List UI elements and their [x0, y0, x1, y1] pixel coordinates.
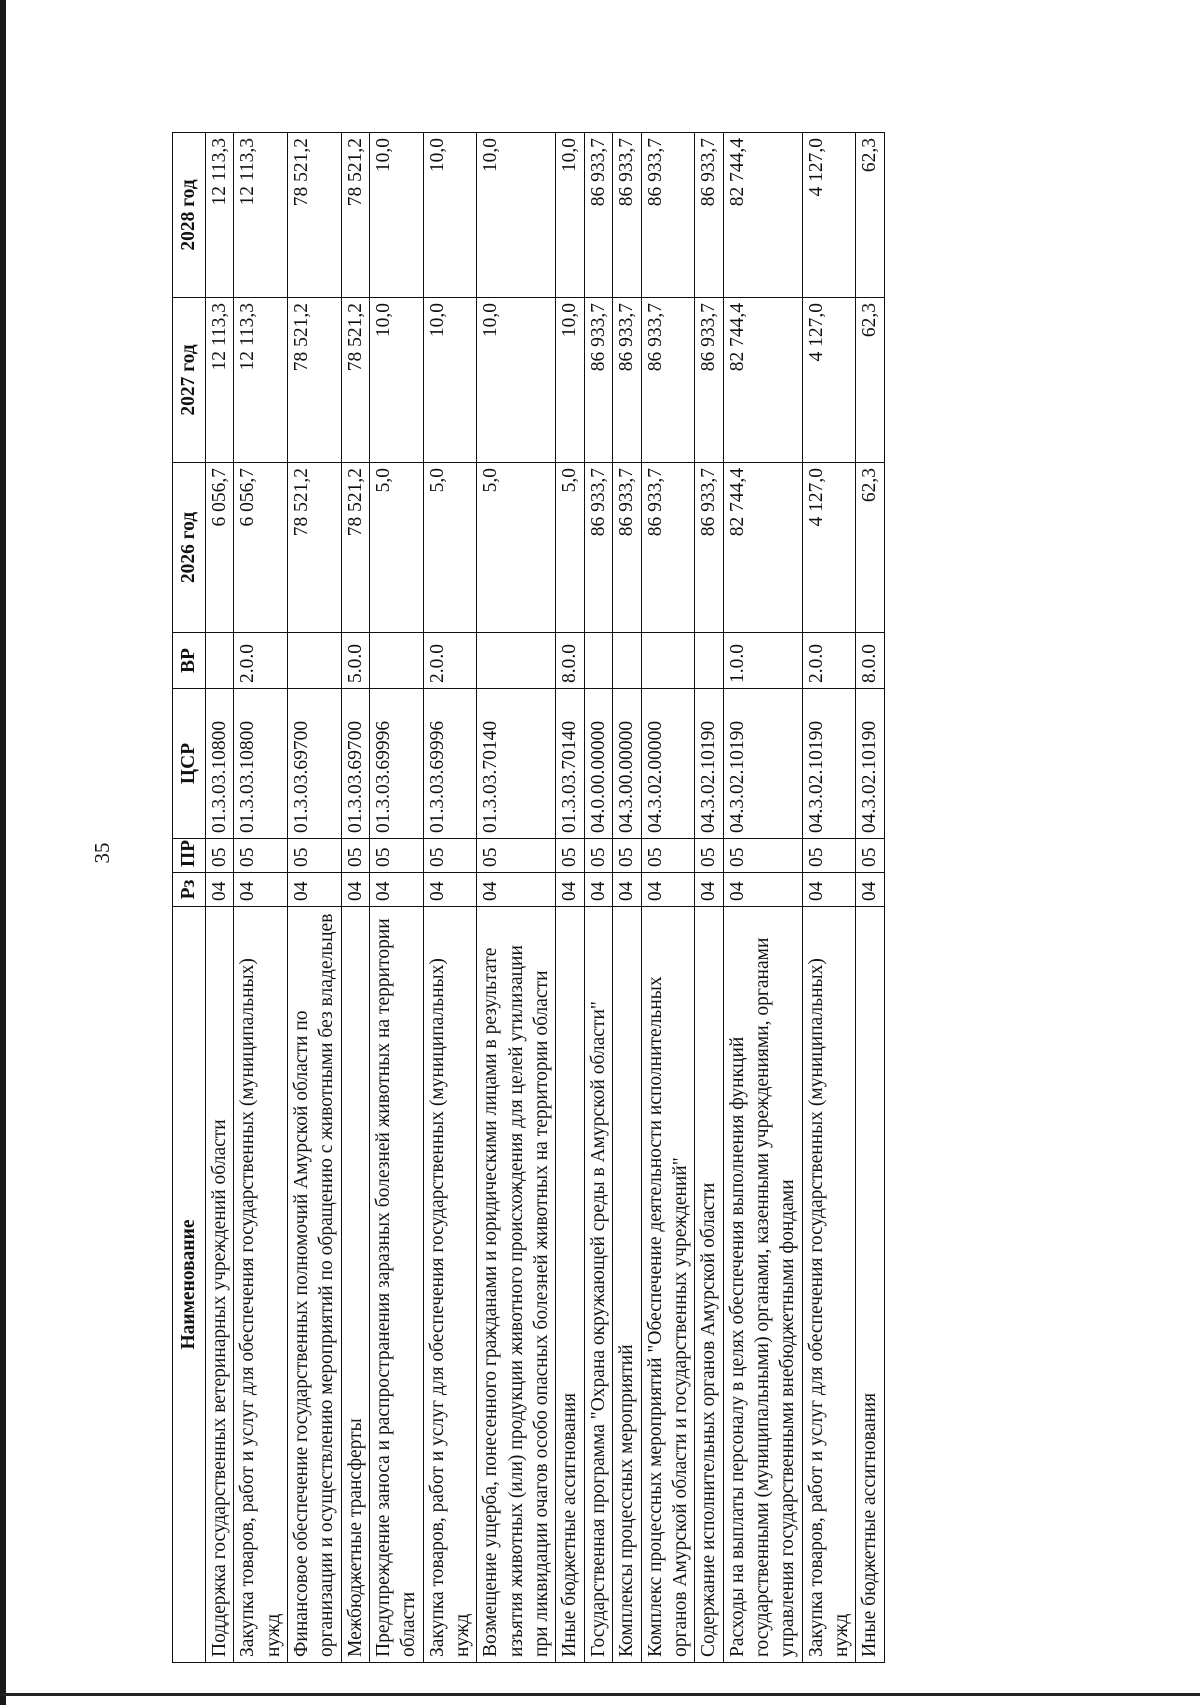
cell-vr [206, 633, 234, 689]
table-row [856, 133, 884, 1663]
cell-2026: 86 933,7 [641, 463, 695, 633]
cell-2028: 86 933,7 [613, 133, 641, 298]
cell-rz: 04 [802, 873, 856, 907]
cell-2026: 86 933,7 [613, 463, 641, 633]
cell-2027: 10,0 [370, 298, 424, 463]
table-row [423, 133, 477, 1663]
scan-edge-bottom [0, 1693, 1200, 1696]
cell-vr: 8.0.0 [556, 633, 584, 689]
cell-csr: 04.3.02.10190 [695, 689, 723, 839]
cell-vr: 5.0.0 [341, 633, 369, 689]
header-2026: 2026 год [173, 463, 206, 633]
cell-2027: 10,0 [477, 298, 556, 463]
cell-rz: 04 [641, 873, 695, 907]
cell-2028: 86 933,7 [641, 133, 695, 298]
page-number: 35 [90, 842, 114, 864]
cell-name: Предупреждение заноса и распространения заразных болезней животных на территории области [370, 907, 424, 1663]
cell-2027: 78 521,2 [288, 298, 342, 463]
cell-pr: 05 [370, 839, 424, 873]
header-row [173, 133, 206, 1663]
cell-rz: 04 [341, 873, 369, 907]
header-rz: Рз [173, 873, 206, 907]
cell-2028: 10,0 [477, 133, 556, 298]
cell-pr: 05 [613, 839, 641, 873]
table-row [723, 133, 802, 1663]
cell-rz: 04 [856, 873, 884, 907]
cell-csr: 04.3.02.00000 [641, 689, 695, 839]
cell-2026: 4 127,0 [802, 463, 856, 633]
cell-vr [613, 633, 641, 689]
table-row [802, 133, 856, 1663]
cell-pr: 05 [802, 839, 856, 873]
cell-pr: 05 [584, 839, 612, 873]
cell-2027: 86 933,7 [584, 298, 612, 463]
cell-vr [288, 633, 342, 689]
cell-vr: 2.0.0 [423, 633, 477, 689]
cell-2028: 86 933,7 [584, 133, 612, 298]
cell-pr: 05 [695, 839, 723, 873]
cell-rz: 04 [556, 873, 584, 907]
cell-csr: 04.0.00.00000 [584, 689, 612, 839]
cell-name: Финансовое обеспечение государственных полномочий Амурской области по организации и осуществлению мероприятий по обращению с животными без владельцев [288, 907, 342, 1663]
cell-name: Закупка товаров, работ и услуг для обеспечения государственных (муниципальных) нужд [423, 907, 477, 1663]
cell-name: Иные бюджетные ассигнования [856, 907, 884, 1663]
cell-csr: 04.3.00.00000 [613, 689, 641, 839]
cell-rz: 04 [723, 873, 802, 907]
cell-vr [370, 633, 424, 689]
cell-2028: 12 113,3 [206, 133, 234, 298]
cell-name: Закупка товаров, работ и услуг для обеспечения государственных (муниципальных) нужд [802, 907, 856, 1663]
cell-name: Расходы на выплаты персоналу в целях обеспечения выполнения функций государственными (муниципальными) органами, казенными учреждениями, органами управления государственными внебюджетными фондами [723, 907, 802, 1663]
header-vr: ВР [173, 633, 206, 689]
cell-pr: 05 [641, 839, 695, 873]
cell-2026: 5,0 [556, 463, 584, 633]
cell-2026: 86 933,7 [584, 463, 612, 633]
cell-2027: 82 744,4 [723, 298, 802, 463]
table-row [370, 133, 424, 1663]
scan-edge-left [0, 0, 6, 1705]
cell-name: Возмещение ущерба, понесенного гражданами и юридическими лицами в результате изъятия животных (или) продукции животного происхождения для целей утилизации при ликвидации очагов особо опасных болезней животных на территории области [477, 907, 556, 1663]
cell-vr [477, 633, 556, 689]
cell-name: Межбюджетные трансферты [341, 907, 369, 1663]
table-row [641, 133, 695, 1663]
cell-2026: 62,3 [856, 463, 884, 633]
cell-2026: 82 744,4 [723, 463, 802, 633]
cell-2027: 12 113,3 [206, 298, 234, 463]
cell-name: Комплексы процессных мероприятий [613, 907, 641, 1663]
cell-2027: 10,0 [423, 298, 477, 463]
cell-pr: 05 [341, 839, 369, 873]
cell-2028: 10,0 [556, 133, 584, 298]
table-row [477, 133, 556, 1663]
cell-csr: 01.3.03.70140 [556, 689, 584, 839]
cell-name: Содержание исполнительных органов Амурской области [695, 907, 723, 1663]
cell-csr: 01.3.03.10800 [234, 689, 288, 839]
cell-2026: 5,0 [423, 463, 477, 633]
cell-2028: 86 933,7 [695, 133, 723, 298]
header-csr: ЦСР [173, 689, 206, 839]
cell-2028: 4 127,0 [802, 133, 856, 298]
cell-pr: 05 [477, 839, 556, 873]
cell-rz: 04 [695, 873, 723, 907]
cell-rz: 04 [234, 873, 288, 907]
cell-pr: 05 [423, 839, 477, 873]
cell-2027: 78 521,2 [341, 298, 369, 463]
cell-vr: 1.0.0 [723, 633, 802, 689]
cell-2026: 6 056,7 [206, 463, 234, 633]
cell-csr: 01.3.03.69700 [288, 689, 342, 839]
cell-2026: 78 521,2 [288, 463, 342, 633]
cell-csr: 04.3.02.10190 [723, 689, 802, 839]
cell-2026: 86 933,7 [695, 463, 723, 633]
cell-csr: 01.3.03.69996 [423, 689, 477, 839]
rotated-table-container [172, 133, 1200, 1663]
cell-2028: 62,3 [856, 133, 884, 298]
cell-vr [695, 633, 723, 689]
cell-pr: 05 [288, 839, 342, 873]
cell-2028: 78 521,2 [288, 133, 342, 298]
cell-csr: 01.3.03.69996 [370, 689, 424, 839]
table-row [288, 133, 342, 1663]
cell-name: Закупка товаров, работ и услуг для обеспечения государственных (муниципальных) нужд [234, 907, 288, 1663]
table-header [173, 133, 206, 1663]
cell-name: Комплекс процессных мероприятий "Обеспечение деятельности исполнительных органов Амурской области и государственных учреждений" [641, 907, 695, 1663]
cell-2028: 10,0 [370, 133, 424, 298]
cell-vr [584, 633, 612, 689]
cell-csr: 04.3.02.10190 [856, 689, 884, 839]
cell-2028: 78 521,2 [341, 133, 369, 298]
table-row [341, 133, 369, 1663]
cell-vr: 2.0.0 [234, 633, 288, 689]
cell-name: Поддержка государственных ветеринарных учреждений области [206, 907, 234, 1663]
cell-2026: 5,0 [477, 463, 556, 633]
cell-csr: 04.3.02.10190 [802, 689, 856, 839]
cell-name: Государственная программа "Охрана окружающей среды в Амурской области" [584, 907, 612, 1663]
table-row [556, 133, 584, 1663]
cell-csr: 01.3.03.69700 [341, 689, 369, 839]
budget-table [172, 132, 885, 1663]
cell-vr: 8.0.0 [856, 633, 884, 689]
cell-2028: 12 113,3 [234, 133, 288, 298]
header-name: Наименование [173, 907, 206, 1663]
cell-2027: 86 933,7 [641, 298, 695, 463]
cell-csr: 01.3.03.70140 [477, 689, 556, 839]
cell-csr: 01.3.03.10800 [206, 689, 234, 839]
cell-2027: 62,3 [856, 298, 884, 463]
cell-pr: 05 [723, 839, 802, 873]
cell-rz: 04 [206, 873, 234, 907]
header-2027: 2027 год [173, 298, 206, 463]
cell-pr: 05 [556, 839, 584, 873]
cell-2028: 10,0 [423, 133, 477, 298]
cell-2027: 12 113,3 [234, 298, 288, 463]
cell-rz: 04 [288, 873, 342, 907]
header-pr: ПР [173, 839, 206, 873]
cell-vr: 2.0.0 [802, 633, 856, 689]
table-row [613, 133, 641, 1663]
cell-rz: 04 [613, 873, 641, 907]
cell-2028: 82 744,4 [723, 133, 802, 298]
table-body [206, 133, 885, 1663]
cell-2026: 5,0 [370, 463, 424, 633]
table-row [695, 133, 723, 1663]
cell-pr: 05 [206, 839, 234, 873]
cell-2026: 78 521,2 [341, 463, 369, 633]
cell-pr: 05 [856, 839, 884, 873]
table-row [234, 133, 288, 1663]
cell-pr: 05 [234, 839, 288, 873]
cell-rz: 04 [423, 873, 477, 907]
cell-rz: 04 [477, 873, 556, 907]
cell-2027: 10,0 [556, 298, 584, 463]
header-2028: 2028 год [173, 133, 206, 298]
cell-2027: 86 933,7 [613, 298, 641, 463]
cell-vr [641, 633, 695, 689]
table-row [206, 133, 234, 1663]
table-row [584, 133, 612, 1663]
cell-name: Иные бюджетные ассигнования [556, 907, 584, 1663]
cell-2026: 6 056,7 [234, 463, 288, 633]
cell-2027: 86 933,7 [695, 298, 723, 463]
cell-2027: 4 127,0 [802, 298, 856, 463]
cell-rz: 04 [370, 873, 424, 907]
cell-rz: 04 [584, 873, 612, 907]
